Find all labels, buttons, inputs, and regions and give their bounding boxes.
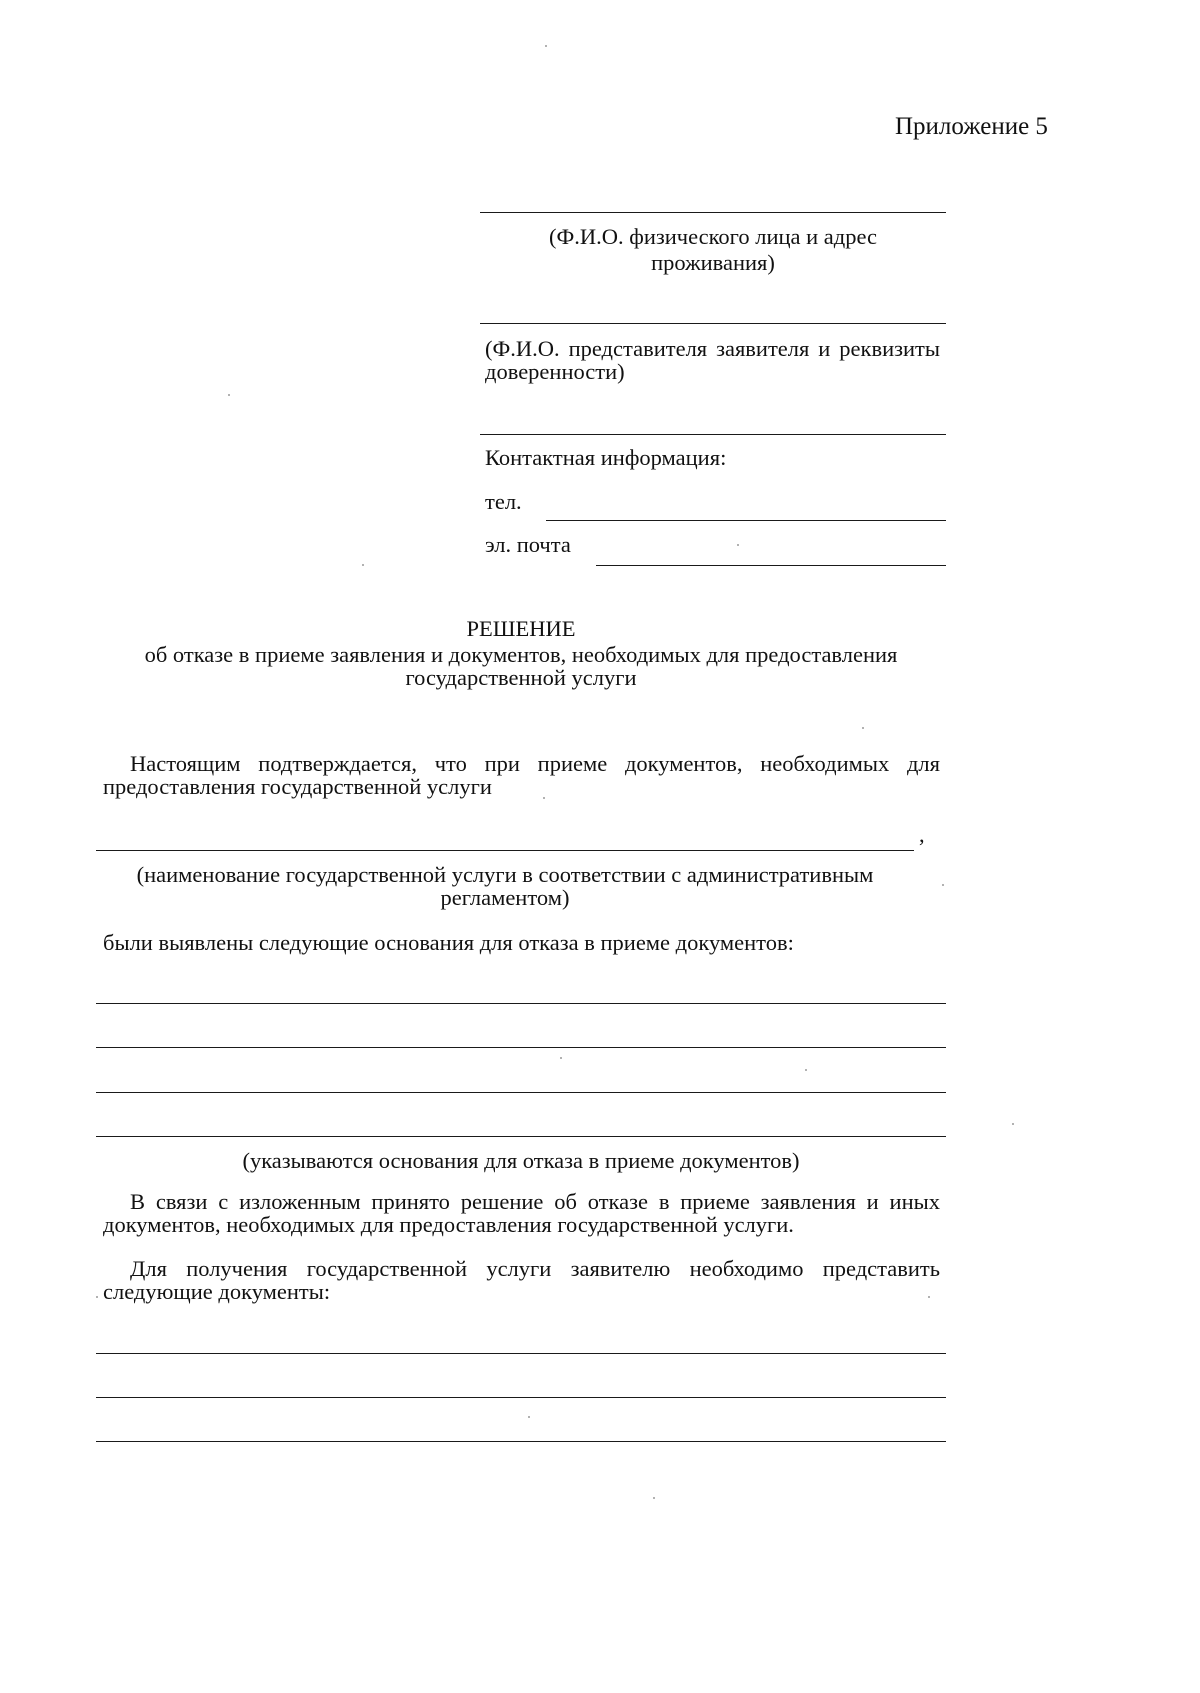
scan-speck <box>528 1416 530 1418</box>
documents-line-1[interactable] <box>96 1353 946 1354</box>
grounds-line-4[interactable] <box>96 1136 946 1137</box>
service-line-comma: , <box>919 822 925 847</box>
appendix-label: Приложение 5 <box>895 113 1048 140</box>
representative-caption-line1: (Ф.И.О. представителя заявителя и реквизиты <box>485 336 940 361</box>
scan-speck <box>545 45 547 47</box>
scan-speck <box>543 797 545 799</box>
paragraph-3-line1: В связи с изложенным принято решение об отказе в приеме заявления и иных <box>130 1189 940 1214</box>
fio-caption-line2: проживания) <box>651 250 775 275</box>
email-line[interactable] <box>596 565 946 566</box>
document-subtitle-line2: государственной услуги <box>405 665 637 690</box>
service-caption-line1: (наименование государственной услуги в соответствии с административным <box>136 862 874 887</box>
scan-speck <box>653 1497 655 1499</box>
scan-speck <box>96 1296 98 1298</box>
scan-speck <box>737 544 739 546</box>
paragraph-1-line2: предоставления государственной услуги <box>103 774 492 799</box>
scan-speck <box>862 727 864 729</box>
paragraph-4-line2: следующие документы: <box>103 1279 331 1304</box>
grounds-line-1[interactable] <box>96 1003 946 1004</box>
grounds-caption: (указываются основания для отказа в приеме документов) <box>242 1148 800 1173</box>
scan-speck <box>805 1069 807 1071</box>
scan-speck <box>228 394 230 396</box>
contact-top-line <box>480 434 946 435</box>
paragraph-3-line2: документов, необходимых для предоставления государственной услуги. <box>103 1212 794 1237</box>
documents-line-2[interactable] <box>96 1397 946 1398</box>
phone-label: тел. <box>485 489 522 514</box>
email-label: эл. почта <box>485 532 571 557</box>
representative-caption-line2: доверенности) <box>485 359 625 384</box>
scan-speck <box>362 564 364 566</box>
document-title: РЕШЕНИЕ <box>466 616 576 641</box>
documents-line-3[interactable] <box>96 1441 946 1442</box>
paragraph-1-line1: Настоящим подтверждается, что при приеме документов, необходимых для <box>130 751 940 776</box>
paragraph-2: были выявлены следующие основания для отказа в приеме документов: <box>103 930 794 955</box>
fio-caption-line1: (Ф.И.О. физического лица и адрес <box>548 224 878 249</box>
grounds-line-3[interactable] <box>96 1092 946 1093</box>
scan-speck <box>560 1057 562 1059</box>
phone-line[interactable] <box>546 520 946 521</box>
representative-line[interactable] <box>480 323 946 324</box>
grounds-line-2[interactable] <box>96 1047 946 1048</box>
scan-speck <box>1012 1123 1014 1125</box>
paragraph-4-line1: Для получения государственной услуги заявителю необходимо представить <box>130 1256 940 1281</box>
scan-speck <box>928 1296 930 1298</box>
fio-line[interactable] <box>480 212 946 213</box>
service-name-line[interactable] <box>96 850 914 851</box>
service-caption-line2: регламентом) <box>440 885 570 910</box>
document-subtitle-line1: об отказе в приеме заявления и документов, необходимых для предоставления <box>144 642 898 667</box>
scan-speck <box>942 884 944 886</box>
contact-label: Контактная информация: <box>485 445 727 470</box>
